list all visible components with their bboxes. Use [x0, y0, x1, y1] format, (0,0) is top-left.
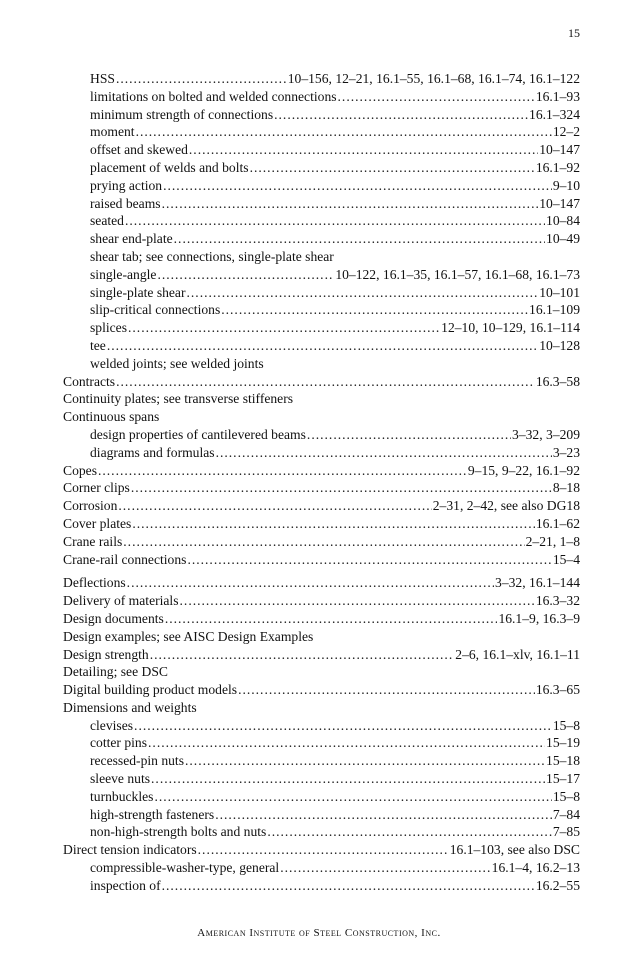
dot-leader [338, 88, 535, 106]
index-page-refs: 10–101 [539, 284, 580, 300]
index-term: non-high-strength bolts and nuts [90, 824, 267, 840]
index-page-refs: 3–32, 16.1–144 [495, 575, 580, 591]
index-term: minimum strength of connections [90, 106, 274, 122]
dot-leader [221, 301, 528, 319]
index-list [63, 70, 580, 895]
index-term: splices [90, 320, 127, 336]
index-term: Crane-rail connections [63, 551, 187, 567]
dot-leader [148, 734, 545, 752]
index-term: Deflections [63, 575, 126, 591]
index-subentry [63, 806, 580, 824]
index-page-refs: 16.1–103, see also DSC [449, 842, 580, 858]
dot-leader [165, 610, 498, 628]
index-page-refs: 3–32, 3–209 [512, 426, 580, 442]
index-term: Design examples; see AISC Design Examples [63, 628, 314, 644]
dot-leader [187, 551, 551, 569]
dot-leader [134, 717, 552, 735]
index-subentry [63, 355, 580, 373]
dot-leader [127, 574, 494, 592]
index-page-refs: 15–19 [546, 735, 580, 751]
index-term: sleeve nuts [90, 771, 151, 787]
index-page-refs: 2–31, 2–42, see also DG18 [432, 498, 580, 514]
index-term: Design strength [63, 646, 149, 662]
index-page-refs: 9–15, 9–22, 16.1–92 [467, 462, 580, 478]
dot-leader [98, 462, 467, 480]
index-entry [63, 497, 580, 515]
dot-leader [163, 177, 552, 195]
index-term: limitations on bolted and welded connections [90, 88, 337, 104]
index-term: seated [90, 213, 124, 229]
index-term: Detailing; see DSC [63, 664, 168, 680]
index-subentry [63, 319, 580, 337]
index-subentry [63, 752, 580, 770]
index-term: recessed-pin nuts [90, 753, 184, 769]
index-entry [63, 646, 580, 664]
index-subentry [63, 195, 580, 213]
index-page-refs: 10–122, 16.1–35, 16.1–57, 16.1–68, 16.1–73 [335, 266, 580, 282]
page-number: 15 [568, 26, 580, 40]
dot-leader [136, 123, 552, 141]
index-subentry [63, 284, 580, 302]
dot-leader [162, 877, 535, 895]
index-term: inspection of [90, 877, 161, 893]
index-entry [63, 515, 580, 533]
index-page-refs: 16.1–93 [535, 88, 580, 104]
dot-leader [238, 681, 535, 699]
dot-leader [151, 770, 545, 788]
dot-leader [162, 195, 539, 213]
dot-leader [132, 515, 534, 533]
index-page-refs: 16.1–9, 16.3–9 [498, 610, 580, 626]
dot-leader [116, 70, 287, 88]
index-subentry [63, 266, 580, 284]
index-term: Corner clips [63, 480, 130, 496]
dot-leader [250, 159, 535, 177]
index-subentry [63, 734, 580, 752]
index-subentry [63, 248, 580, 266]
index-entry [63, 681, 580, 699]
index-subentry [63, 301, 580, 319]
index-term: Design documents [63, 610, 164, 626]
index-subentry [63, 230, 580, 248]
index-term: prying action [90, 177, 163, 193]
index-subentry [63, 337, 580, 355]
index-page-refs: 15–18 [546, 753, 580, 769]
dot-leader [216, 444, 552, 462]
index-term: Corrosion [63, 498, 118, 514]
dot-leader [131, 479, 552, 497]
dot-leader [185, 752, 545, 770]
index-page-refs: 15–8 [552, 717, 580, 733]
dot-leader [174, 230, 545, 248]
index-page-refs: 12–2 [552, 124, 580, 140]
index-term: Copes [63, 462, 97, 478]
index-page-refs: 7–84 [552, 806, 580, 822]
index-page-refs: 10–49 [546, 231, 580, 247]
index-page-refs: 16.1–4, 16.2–13 [491, 860, 580, 876]
dot-leader [157, 266, 334, 284]
index-subentry [63, 141, 580, 159]
index-page-refs: 10–156, 12–21, 16.1–55, 16.1–68, 16.1–74, 16.1–122 [287, 71, 580, 86]
index-page-refs: 3–23 [552, 444, 580, 460]
dot-leader [274, 106, 528, 124]
index-subentry [63, 877, 580, 895]
dot-leader [198, 841, 449, 859]
index-page-refs: 16.3–58 [535, 373, 580, 389]
index-term: shear end-plate [90, 231, 173, 247]
index-page-refs: 16.3–65 [535, 682, 580, 698]
dot-leader [128, 319, 440, 337]
index-entry [63, 373, 580, 391]
index-term: Contracts [63, 373, 116, 389]
index-entry [63, 551, 580, 569]
index-term: diagrams and formulas [90, 444, 215, 460]
index-term: moment [90, 124, 135, 140]
index-entry [63, 479, 580, 497]
index-page-refs: 16.1–92 [535, 159, 580, 175]
dot-leader [118, 497, 431, 515]
index-subentry [63, 106, 580, 124]
index-term: clevises [90, 717, 134, 733]
index-entry [63, 533, 580, 551]
index-page-refs: 16.2–55 [535, 877, 580, 893]
index-page-refs: 2–21, 1–8 [525, 533, 580, 549]
index-entry [63, 841, 580, 859]
index-subentry [63, 823, 580, 841]
index-entry [63, 610, 580, 628]
dot-leader [267, 823, 551, 841]
index-term: compressible-washer-type, general [90, 860, 280, 876]
index-term: welded joints; see welded joints [90, 355, 264, 371]
index-subentry [63, 717, 580, 735]
index-entry [63, 408, 580, 426]
index-term: design properties of cantilevered beams [90, 426, 306, 442]
index-term: placement of welds and bolts [90, 159, 249, 175]
index-entry [63, 592, 580, 610]
index-term: HSS [90, 71, 115, 86]
index-subentry [63, 788, 580, 806]
index-term: tee [90, 337, 106, 353]
index-page-refs: 15–8 [552, 788, 580, 804]
index-page-refs: 10–128 [539, 337, 580, 353]
index-term: Cover plates [63, 515, 132, 531]
index-term: raised beams [90, 195, 161, 211]
index-term: Continuity plates; see transverse stiffeners [63, 391, 294, 407]
index-page-refs: 16.1–109 [529, 302, 580, 318]
index-page-refs: 8–18 [552, 480, 580, 496]
index-term: single-plate shear [90, 284, 186, 300]
index-term: single-angle [90, 266, 157, 282]
index-subentry [63, 88, 580, 106]
index-subentry [63, 70, 580, 88]
index-term: slip-critical connections [90, 302, 221, 318]
dot-leader [189, 141, 538, 159]
index-term: Continuous spans [63, 409, 160, 425]
index-term: cotter pins [90, 735, 148, 751]
dot-leader [123, 533, 524, 551]
index-term: Digital building product models [63, 682, 238, 698]
index-term: Delivery of materials [63, 593, 179, 609]
dot-leader [125, 212, 545, 230]
index-subentry [63, 177, 580, 195]
index-term: Direct tension indicators [63, 842, 197, 858]
index-page-refs: 10–147 [539, 195, 580, 211]
index-page-refs: 2–6, 16.1–xlv, 16.1–11 [455, 646, 580, 662]
index-subentry [63, 444, 580, 462]
index-subentry [63, 859, 580, 877]
index-entry [63, 390, 580, 408]
index-term: shear tab; see connections, single-plate shear [90, 248, 334, 264]
index-term: offset and skewed [90, 142, 188, 158]
page-footer: American Institute of Steel Construction, Inc. [197, 927, 441, 939]
index-page-refs: 16.1–62 [535, 515, 580, 531]
index-page-refs: 16.1–324 [529, 106, 580, 122]
index-entry [63, 462, 580, 480]
index-entry [63, 699, 580, 717]
dot-leader [150, 646, 455, 664]
dot-leader [116, 373, 535, 391]
index-entry [63, 574, 580, 592]
dot-leader [187, 284, 539, 302]
dot-leader [307, 426, 511, 444]
dot-leader [215, 806, 552, 824]
index-subentry [63, 212, 580, 230]
index-page-refs: 10–147 [539, 142, 580, 158]
index-entry [63, 628, 580, 646]
index-page-refs: 16.3–32 [535, 593, 580, 609]
index-subentry [63, 426, 580, 444]
index-entry [63, 663, 580, 681]
index-subentry [63, 159, 580, 177]
dot-leader [180, 592, 535, 610]
index-term: high-strength fasteners [90, 806, 215, 822]
index-page-refs: 15–17 [546, 771, 580, 787]
dot-leader [154, 788, 551, 806]
index-term: Crane rails [63, 533, 123, 549]
index-term: Dimensions and weights [63, 699, 197, 715]
index-subentry [63, 770, 580, 788]
dot-leader [280, 859, 490, 877]
index-page-refs: 7–85 [552, 824, 580, 840]
dot-leader [107, 337, 538, 355]
index-page-refs: 12–10, 10–129, 16.1–114 [441, 320, 580, 336]
index-page-refs: 15–4 [552, 551, 580, 567]
index-term: turnbuckles [90, 788, 154, 804]
index-subentry [63, 123, 580, 141]
index-page-refs: 10–84 [546, 213, 580, 229]
index-page-refs: 9–10 [552, 177, 580, 193]
